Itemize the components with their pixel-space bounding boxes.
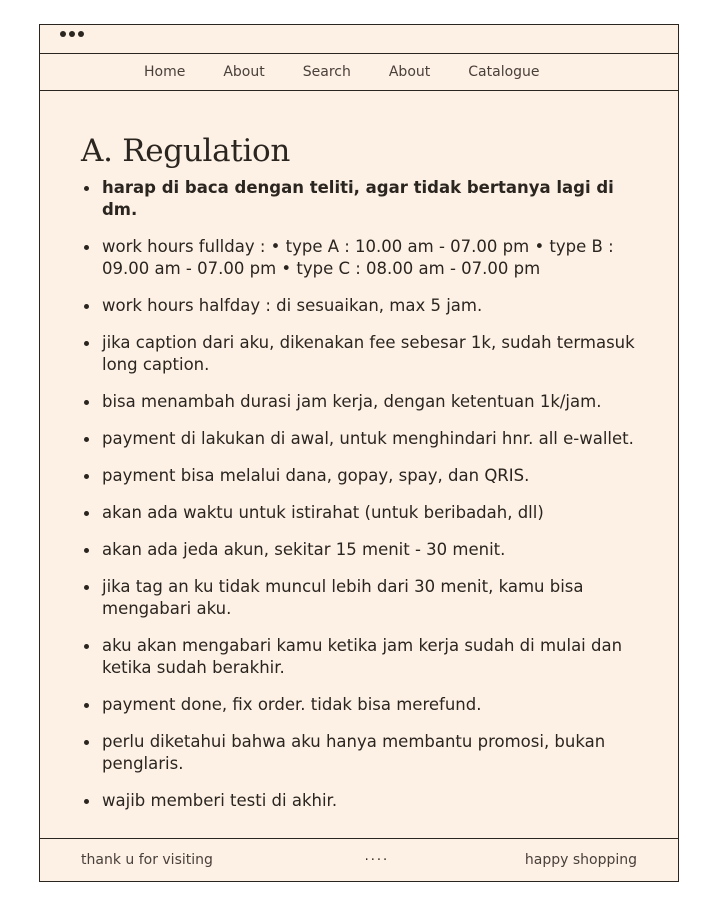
rule-item: akan ada waktu untuk istirahat (untuk beribadah, dll) (81, 502, 638, 524)
rule-item: aku akan mengabari kamu ketika jam kerja sudah di mulai dan ketika sudah berakhir. (81, 635, 638, 679)
footer (40, 838, 678, 881)
rule-item: harap di baca dengan teliti, agar tidak bertanya lagi di dm. (81, 177, 638, 221)
rule-item: perlu diketahui bahwa aku hanya membantu promosi, bukan penglaris. (81, 731, 638, 775)
rule-item: bisa menambah durasi jam kerja, dengan ketentuan 1k/jam. (81, 391, 638, 413)
title-bar (40, 25, 678, 54)
nav-catalogue-link[interactable]: Catalogue (468, 64, 540, 80)
page-title: A. Regulation (81, 133, 291, 169)
rule-item: work hours fullday : • type A : 10.00 am - 07.00 pm • type B : 09.00 am - 07.00 pm • type C : 08.00 am - 07.00 pm (81, 236, 638, 280)
rule-item: jika caption dari aku, dikenakan fee sebesar 1k, sudah termasuk long caption. (81, 332, 638, 376)
dot (69, 31, 75, 37)
rule-item: wajib memberi testi di akhir. (81, 790, 638, 812)
nav-about-link-2[interactable]: About (388, 64, 431, 80)
top-nav (40, 54, 678, 91)
ellipsis-icon[interactable] (60, 31, 84, 37)
rule-item: payment bisa melalui dana, gopay, spay, dan QRIS. (81, 465, 638, 487)
rule-item: akan ada jeda akun, sekitar 15 menit - 30 menit. (81, 539, 638, 561)
rule-item: work hours halfday : di sesuaikan, max 5 jam. (81, 295, 638, 317)
footer-right-text: happy shopping (524, 852, 637, 868)
rule-item: jika tag an ku tidak muncul lebih dari 30 menit, kamu bisa mengabari aku. (81, 576, 638, 620)
rule-item: payment done, fix order. tidak bisa merefund. (81, 694, 638, 716)
regulation-list (81, 177, 638, 812)
app-window (39, 24, 679, 882)
rule-item: payment di lakukan di awal, untuk menghindari hnr. all e-wallet. (81, 428, 638, 450)
nav-home-link[interactable]: Home (144, 64, 186, 80)
dot (60, 31, 66, 37)
main-content (40, 92, 678, 837)
footer-left-text: thank u for visiting (81, 852, 213, 868)
footer-dots: .... (364, 848, 390, 864)
nav-about-link[interactable]: About (223, 64, 265, 80)
nav-search-link[interactable]: Search (302, 64, 351, 80)
dot (78, 31, 84, 37)
